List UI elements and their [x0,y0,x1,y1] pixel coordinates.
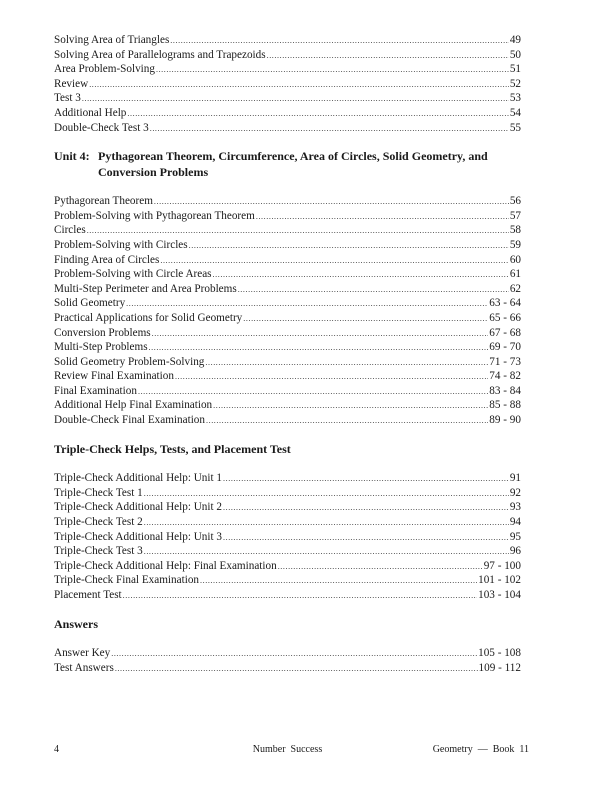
toc-entry-page: 58 [509,224,521,237]
dot-leader [223,534,509,542]
toc-entry-page: 51 [509,63,521,76]
toc-entry-label: Solid Geometry Problem-Solving [54,355,205,368]
footer-series-title: Number Success [252,744,323,755]
toc-entry-label: Triple-Check Test 2 [54,515,143,528]
toc-entry [54,33,521,48]
answers-heading: Answers [54,616,98,631]
toc-entry [54,413,521,428]
toc-entry-label: Answer Key [54,647,111,659]
unit-4-heading [54,149,521,180]
toc-entry-label: Circles [54,224,86,237]
toc-entry-label: Triple-Check Test 1 [54,486,143,499]
dot-leader [87,227,509,235]
toc-entry-page: 109 - 112 [478,661,521,674]
toc-entry-page: 63 - 64 [489,297,521,310]
toc-entry-page: 105 - 108 [478,647,521,659]
toc-entry-page: 96 [509,545,521,558]
dot-leader [123,592,477,600]
toc-entry-label: Multi-Step Problems [54,341,148,354]
toc-entry-label: Test 3 [54,92,81,105]
toc-entry [54,544,521,559]
toc-entry [54,267,521,282]
toc-entry [54,340,521,355]
toc-entry [54,588,521,603]
toc-entry-page: 85 - 88 [489,399,521,412]
toc-entry [54,573,521,588]
toc-entry [54,311,521,326]
toc-entry-label: Area Problem-Solving [54,63,155,76]
toc-entry-label: Problem-Solving with Pythagorean Theorem [54,209,255,222]
toc-entry [54,209,521,224]
toc-entry-label: Double-Check Final Examination [54,414,205,427]
toc-entry-page: 69 - 70 [489,341,521,354]
toc-entry-page: 65 - 66 [489,311,521,324]
toc-entry-label: Conversion Problems [54,326,151,339]
dot-leader [144,519,509,527]
toc-entry [54,646,521,661]
dot-leader [243,315,488,323]
toc-entry-label: Multi-Step Perimeter and Area Problems [54,282,237,295]
toc-entry [54,398,521,413]
footer-page-number: 4 [54,744,59,755]
toc-entry-label: Triple-Check Additional Help: Final Examination [54,559,277,572]
dot-leader [160,257,508,265]
table-of-contents [54,33,521,675]
dot-leader [126,300,488,308]
dot-leader [267,52,509,60]
toc-entry-page: 59 [509,238,521,251]
toc-entry-label: Review Final Examination [54,370,174,383]
dot-leader [149,344,489,352]
toc-entry-page: 55 [509,121,521,134]
toc-entry-label: Solving Area of Triangles [54,34,170,46]
toc-entry-label: Double-Check Test 3 [54,121,149,134]
toc-entry [54,515,521,530]
dot-leader [127,110,508,118]
toc-entry [54,121,521,136]
dot-leader [115,665,478,673]
toc-entry-label: Problem-Solving with Circle Areas [54,268,212,281]
dot-leader [256,213,509,221]
toc-entry-label: Solving Area of Parallelograms and Trapezoids [54,48,266,61]
toc-entry [54,661,521,676]
toc-entry-page: 101 - 102 [478,574,521,587]
dot-leader [213,402,488,410]
toc-entry-page: 71 - 73 [489,355,521,368]
toc-entry-page: 91 [509,472,521,485]
toc-entry [54,471,521,486]
toc-entry-page: 50 [509,48,521,61]
toc-entry [54,223,521,238]
toc-entry-page: 92 [509,486,521,499]
dot-leader [89,81,509,89]
toc-entry-page: 52 [509,77,521,90]
toc-entry-page: 57 [509,209,521,222]
dot-leader [223,504,509,512]
toc-entry-label: Triple-Check Final Examination [54,574,200,587]
unit-number: Unit 4: [54,149,90,164]
toc-entry-page: 61 [509,268,521,281]
dot-leader [138,388,488,396]
dot-leader [111,650,477,658]
toc-entry-label: Triple-Check Additional Help: Unit 2 [54,501,223,514]
toc-list-top [54,33,521,135]
toc-entry-label: Triple-Check Additional Help: Unit 3 [54,530,223,543]
toc-entry-page: 89 - 90 [489,414,521,427]
dot-leader [144,548,509,556]
toc-entry [54,486,521,501]
toc-entry [54,500,521,515]
toc-entry-label: Solid Geometry [54,297,126,310]
toc-entry [54,296,521,311]
toc-entry [54,48,521,63]
toc-entry-page: 93 [509,501,521,514]
toc-entry-page: 94 [509,515,521,528]
toc-entry-label: Final Examination [54,384,137,397]
toc-entry [54,282,521,297]
toc-entry [54,559,521,574]
dot-leader [223,475,509,483]
toc-entry-label: Review [54,77,89,90]
toc-entry-page: 74 - 82 [489,370,521,383]
dot-leader [189,242,509,250]
toc-entry-page: 60 [509,253,521,266]
dot-leader [206,417,488,425]
toc-entry-page: 103 - 104 [478,588,521,601]
toc-list-answers [54,646,521,675]
dot-leader [152,330,489,338]
toc-entry-label: Placement Test [54,588,122,601]
toc-entry [54,238,521,253]
toc-entry [54,106,521,121]
dot-leader [154,198,509,206]
toc-entry-label: Additional Help Final Examination [54,399,213,412]
toc-entry-label: Triple-Check Test 3 [54,545,143,558]
toc-entry [54,77,521,92]
toc-entry [54,355,521,370]
dot-leader [200,577,477,585]
toc-entry-page: 62 [509,282,521,295]
toc-entry [54,384,521,399]
toc-entry-label: Finding Area of Circles [54,253,160,266]
dot-leader [205,359,488,367]
toc-entry-label: Problem-Solving with Circles [54,238,188,251]
dot-leader [175,373,488,381]
unit-title: Pythagorean Theorem, Circumference, Area of Circles, Solid Geometry, and Conversion Problems [98,149,488,179]
dot-leader [278,563,483,571]
toc-entry-page: 49 [509,34,521,46]
toc-entry-label: Triple-Check Additional Help: Unit 1 [54,472,223,485]
toc-entry-page: 53 [509,92,521,105]
toc-entry-label: Test Answers [54,661,114,674]
dot-leader [156,66,509,74]
toc-entry-label: Practical Applications for Solid Geometry [54,311,243,324]
footer-book-title: Geometry — Book 11 [432,744,529,755]
toc-entry-page: 54 [509,106,521,119]
toc-entry [54,62,521,77]
toc-entry-page: 67 - 68 [489,326,521,339]
dot-leader [144,490,509,498]
dot-leader [170,37,509,45]
toc-entry-page: 97 - 100 [483,559,521,572]
toc-list-triple-check [54,471,521,602]
dot-leader [213,271,509,279]
dot-leader [82,95,509,103]
triple-check-heading: Triple-Check Helps, Tests, and Placement Test [54,441,291,456]
toc-entry-label: Pythagorean Theorem [54,195,153,208]
dot-leader [150,125,509,133]
toc-entry-page: 56 [509,195,521,208]
toc-entry [54,91,521,106]
toc-entry [54,253,521,268]
toc-entry [54,194,521,209]
toc-entry [54,369,521,384]
toc-entry-page: 83 - 84 [489,384,521,397]
toc-list-unit-4 [54,194,521,428]
toc-entry [54,530,521,545]
toc-entry [54,326,521,341]
toc-entry-label: Additional Help [54,106,127,119]
dot-leader [238,286,509,294]
toc-entry-page: 95 [509,530,521,543]
